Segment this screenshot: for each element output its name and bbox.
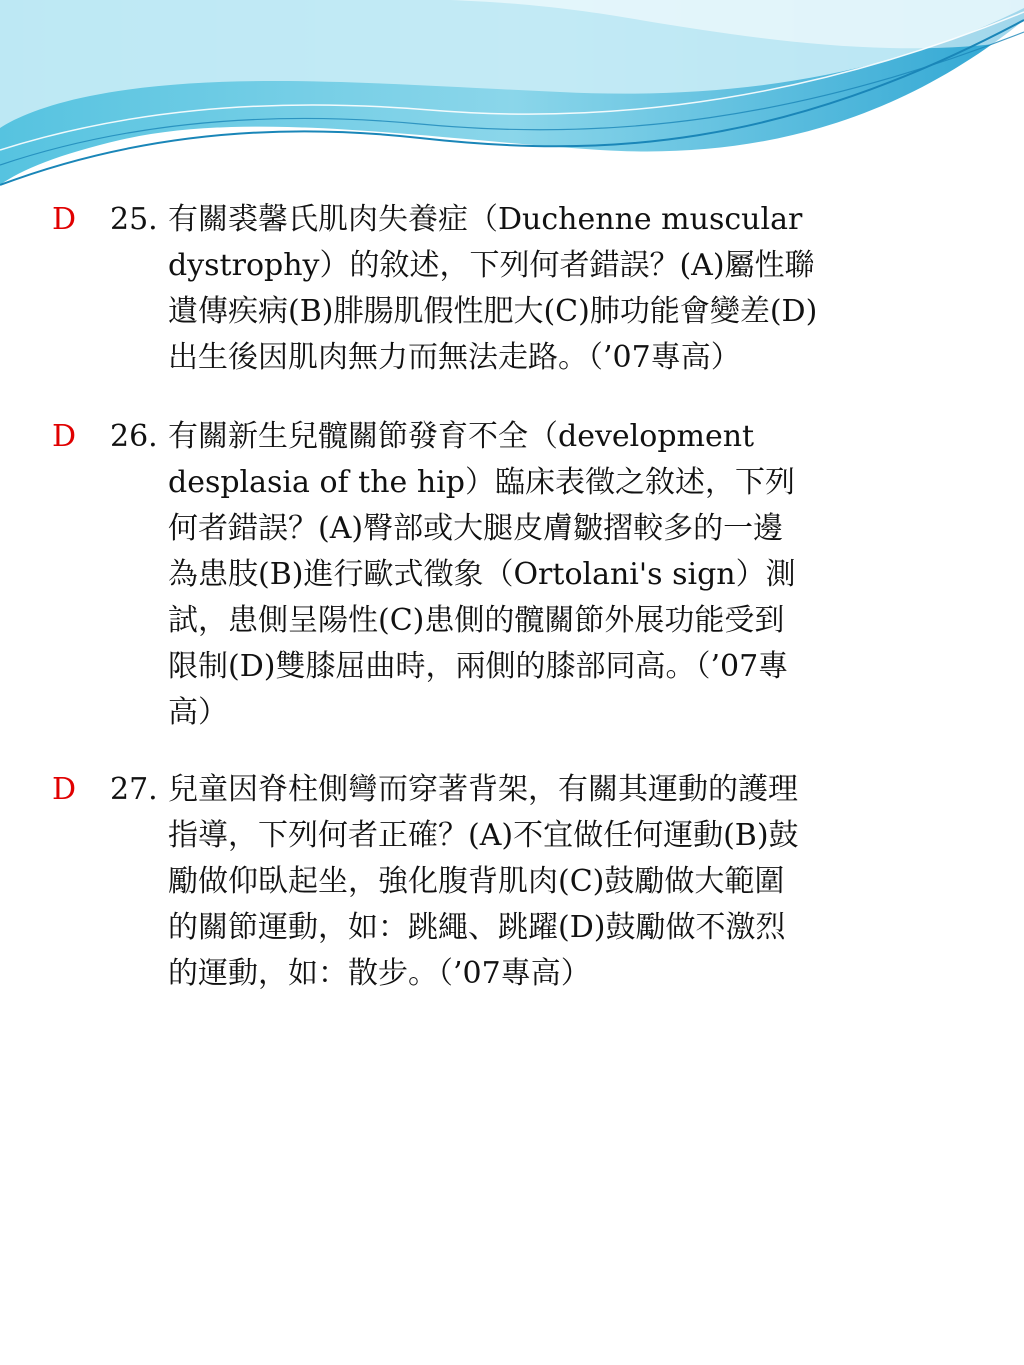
answer-label: D bbox=[52, 772, 77, 807]
question-text: 有關新生兒髖關節發育不全（development desplasia of the hip）臨床表徵之敘述，下列 何者錯誤？(A)臀部或大腿皮膚皺摺較多的一邊 為患肢(B)進行歐式徵象（Ortolani's sign）測 試，患側呈陽性(C)患側的髖關節外展功能受到 限制(D)雙膝屈曲時，兩側的膝部同高。（’07專 高） bbox=[168, 419, 796, 730]
question-text: 有關裘馨氏肌肉失養症（Duchenne muscular dystrophy）的敘述，下列何者錯誤？(A)屬性聯 遺傳疾病(B)腓腸肌假性肥大(C)肺功能會變差(D) 出生後因肌肉無力而無法走路。（’07專高） bbox=[168, 202, 818, 375]
question-number: 27. bbox=[110, 772, 158, 807]
question-text: 兒童因脊柱側彎而穿著背架，有關其運動的護理 指導，下列何者正確？(A)不宜做任何運動(B)鼓 勵做仰臥起坐，強化腹背肌肉(C)鼓勵做大範圍 的關節運動，如：跳繩、跳躍(D)鼓勵做不激烈 的運動，如：散步。（’07專高） bbox=[168, 772, 799, 991]
answer-label: D bbox=[52, 419, 77, 454]
question-number: 26. bbox=[110, 419, 158, 454]
header-wave-decoration bbox=[0, 0, 1024, 210]
question-number: 25. bbox=[110, 202, 158, 237]
answer-label: D bbox=[52, 202, 77, 237]
